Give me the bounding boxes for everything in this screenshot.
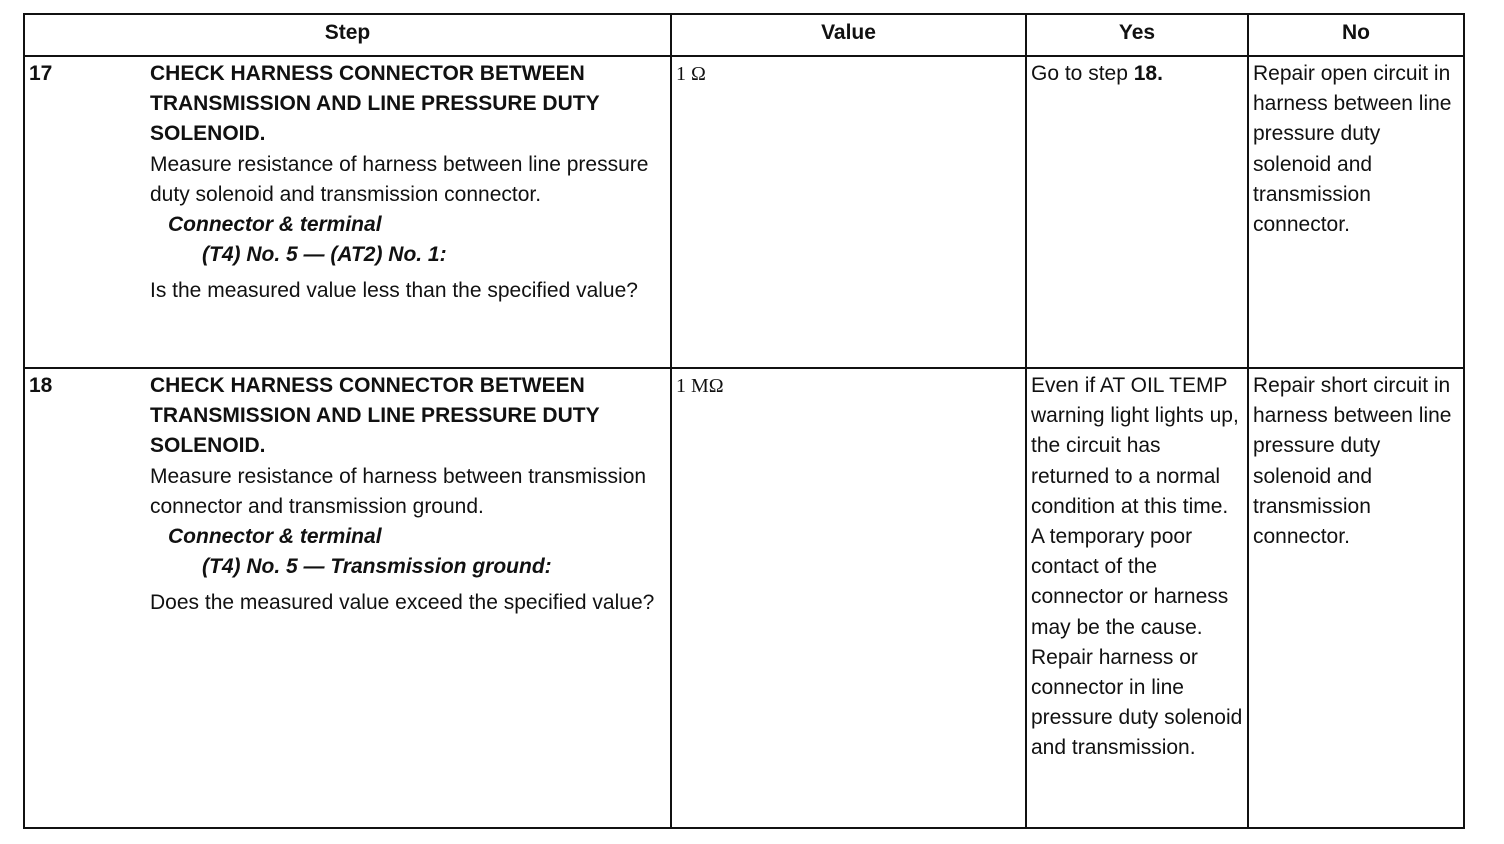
yes-cell bbox=[1025, 57, 1247, 367]
connector-terminals: (T4) No. 5 — (AT2) No. 1: bbox=[202, 243, 447, 267]
step-number: 18 bbox=[29, 374, 53, 397]
header-step: Step bbox=[324, 21, 371, 44]
no-cell: Repair short circuit in harness between line pressure duty solenoid and transmission connector. bbox=[1247, 369, 1463, 827]
step-question: Is the measured value less than the specified value? bbox=[150, 279, 638, 303]
diagnostic-table bbox=[23, 13, 1465, 829]
step-title: CHECK HARNESS CONNECTOR BETWEEN TRANSMISSION AND LINE PRESSURE DUTY SOLENOID. bbox=[150, 62, 600, 146]
value-cell bbox=[670, 57, 1025, 367]
connector-label: Connector & terminal bbox=[168, 213, 382, 237]
step-cell bbox=[25, 369, 670, 827]
connector-label: Connector & terminal bbox=[168, 525, 382, 549]
yes-prefix: Go to step bbox=[1031, 62, 1134, 85]
yes-cell: Even if AT OIL TEMP warning light lights up, the circuit has returned to a normal condition at this time. A temporary poor contact of the connector or harness may be the cause. Repair harness or connector in line pressure duty solenoid and transmission. bbox=[1025, 369, 1247, 827]
no-cell: Repair open circuit in harness between line pressure duty solenoid and transmission connector. bbox=[1247, 57, 1463, 367]
header-no: No bbox=[1247, 15, 1463, 55]
value-cell bbox=[670, 369, 1025, 827]
step-number: 17 bbox=[29, 62, 53, 85]
yes-step-ref: 18. bbox=[1133, 62, 1163, 85]
step-instruction: Measure resistance of harness between transmission connector and transmission ground. bbox=[150, 464, 647, 518]
specified-value: 1 MΩ bbox=[676, 375, 724, 397]
step-cell bbox=[25, 57, 670, 367]
specified-value: 1 Ω bbox=[676, 63, 706, 85]
table-header-row bbox=[25, 15, 1463, 55]
step-question: Does the measured value exceed the specified value? bbox=[150, 591, 655, 615]
table-row-step-17 bbox=[25, 55, 1463, 367]
step-instruction: Measure resistance of harness between line pressure duty solenoid and transmission connector. bbox=[150, 152, 649, 206]
connector-terminals: (T4) No. 5 — Transmission ground: bbox=[202, 555, 552, 579]
table-row-step-18 bbox=[25, 367, 1463, 827]
header-yes: Yes bbox=[1025, 15, 1247, 55]
header-value: Value bbox=[670, 15, 1025, 55]
step-title: CHECK HARNESS CONNECTOR BETWEEN TRANSMISSION AND LINE PRESSURE DUTY SOLENOID. bbox=[150, 374, 600, 458]
